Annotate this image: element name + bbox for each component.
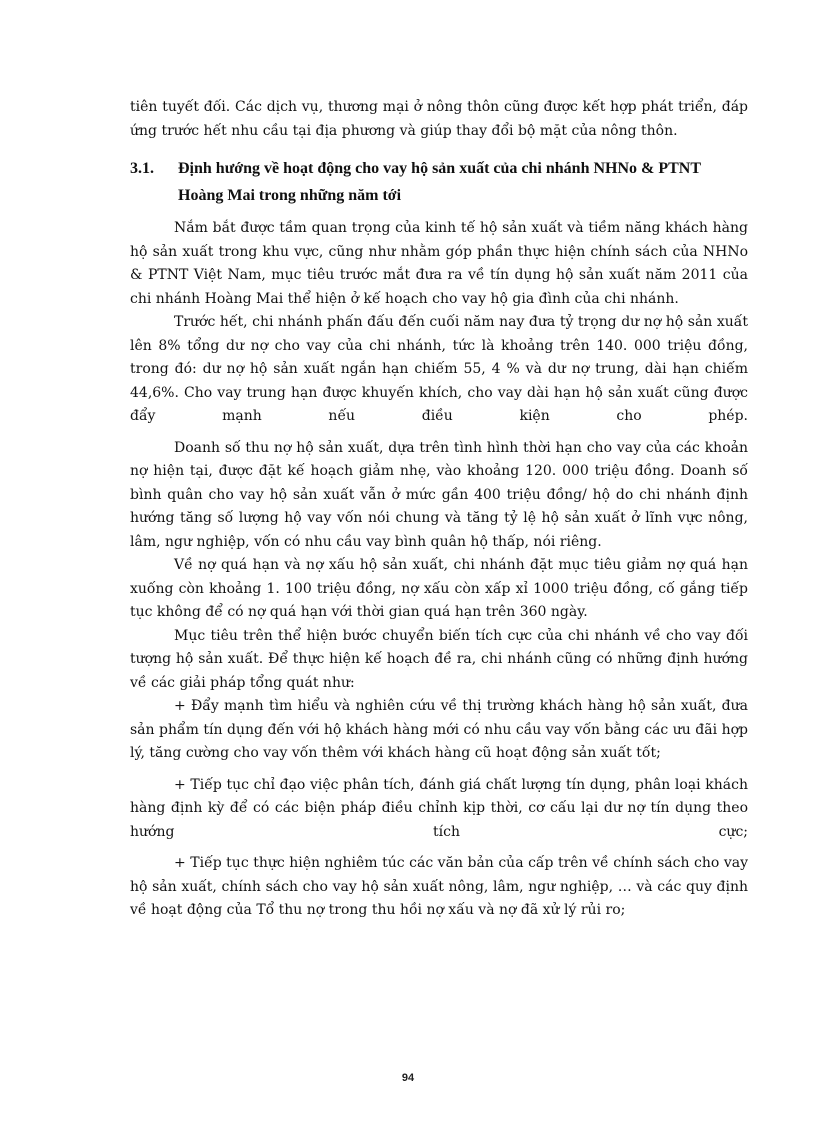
document-body	[130, 96, 748, 923]
bullet-item-1: + Đẩy mạnh tìm hiểu và nghiên cứu về thị trường khách hàng hộ sản xuất, đưa sản phẩm tín dụng đến với hộ khách hàng mới có nhu cầu vay vốn bằng các ưu đãi hợp lý, tăng cường cho vay vốn thêm với khách hàng cũ hoạt động sản xuất tốt;	[130, 698, 748, 761]
section-title: Định hướng về hoạt động cho vay hộ sản xuất của chi nhánh NHNo & PTNT Hoàng Mai trong những năm tới	[178, 160, 701, 204]
section-number: 3.1.	[130, 160, 154, 177]
paragraph-1: Nắm bắt được tầm quan trọng của kinh tế hộ sản xuất và tiềm năng khách hàng hộ sản xuất trong khu vực, cũng như nhằm góp phần thực hiện chính sách của NHNo & PTNT Việt Nam, mục tiêu trước mắt đưa ra về tín dụng hộ sản xuất năm 2011 của chi nhánh Hoàng Mai thể hiện ở kế hoạch cho vay hộ gia đình của chi nhánh.	[130, 220, 748, 307]
section-heading	[130, 155, 748, 209]
bullet-item-3: + Tiếp tục thực hiện nghiêm túc các văn bản của cấp trên về chính sách cho vay hộ sản xuất, chính sách cho vay hộ sản xuất nông, lâm, ngư nghiệp, … và các quy định về hoạt động của Tổ thu nợ trong thu hồi nợ xấu và nợ đã xử lý rủi ro;	[130, 855, 748, 918]
bullet-item-2: + Tiếp tục chỉ đạo việc phân tích, đánh giá chất lượng tín dụng, phân loại khách hàng định kỳ để có các biện pháp điều chỉnh kịp thời, cơ cấu lại dư nợ tín dụng theo hướng tích cực;	[130, 776, 748, 840]
paragraph-2: Trước hết, chi nhánh phấn đấu đến cuối năm nay đưa tỷ trọng dư nợ hộ sản xuất lên 8% tổng dư nợ cho vay của chi nhánh, tức là khoảng trên 140. 000 triệu đồng, trong đó: dư nợ hộ sản xuất ngắn hạn chiếm 55, 4 % và dư nợ trung, dài hạn chiếm 44,6%. Cho vay trung hạn được khuyến khích, cho vay dài hạn hộ sản xuất cũng được đẩy mạnh nếu điều kiện cho phép.	[130, 314, 748, 424]
paragraph-3: Doanh số thu nợ hộ sản xuất, dựa trên tình hình thời hạn cho vay của các khoản nợ hiện tại, được đặt kế hoạch giảm nhẹ, vào khoảng 120. 000 triệu đồng. Doanh số bình quân cho vay hộ sản xuất vẫn ở mức gần 400 triệu đồng/ hộ do chi nhánh định hướng tăng số lượng hộ vay vốn nói chung và tăng tỷ lệ hộ sản xuất ở lĩnh vực nông, lâm, ngư nghiệp, vốn có nhu cầu vay bình quân hộ thấp, nói riêng.	[130, 439, 748, 550]
page-number: 94	[401, 1072, 415, 1084]
paragraph-continued: tiên tuyết đối. Các dịch vụ, thương mại ở nông thôn cũng được kết hợp phát triển, đáp ứng trước hết nhu cầu tại địa phương và giúp thay đổi bộ mặt của nông thôn.	[130, 99, 748, 139]
paragraph-4: Về nợ quá hạn và nợ xấu hộ sản xuất, chi nhánh đặt mục tiêu giảm nợ quá hạn xuống còn khoảng 1. 100 triệu đồng, nợ xấu còn xấp xỉ 1000 triệu đồng, cố gắng tiếp tục không để có nợ quá hạn với thời gian quá hạn trên 360 ngày.	[130, 557, 748, 620]
paragraph-5: Mục tiêu trên thể hiện bước chuyển biến tích cực của chi nhánh về cho vay đối tượng hộ sản xuất. Để thực hiện kế hoạch đề ra, chi nhánh cũng có những định hướng về các giải pháp tổng quát như:	[130, 627, 748, 691]
